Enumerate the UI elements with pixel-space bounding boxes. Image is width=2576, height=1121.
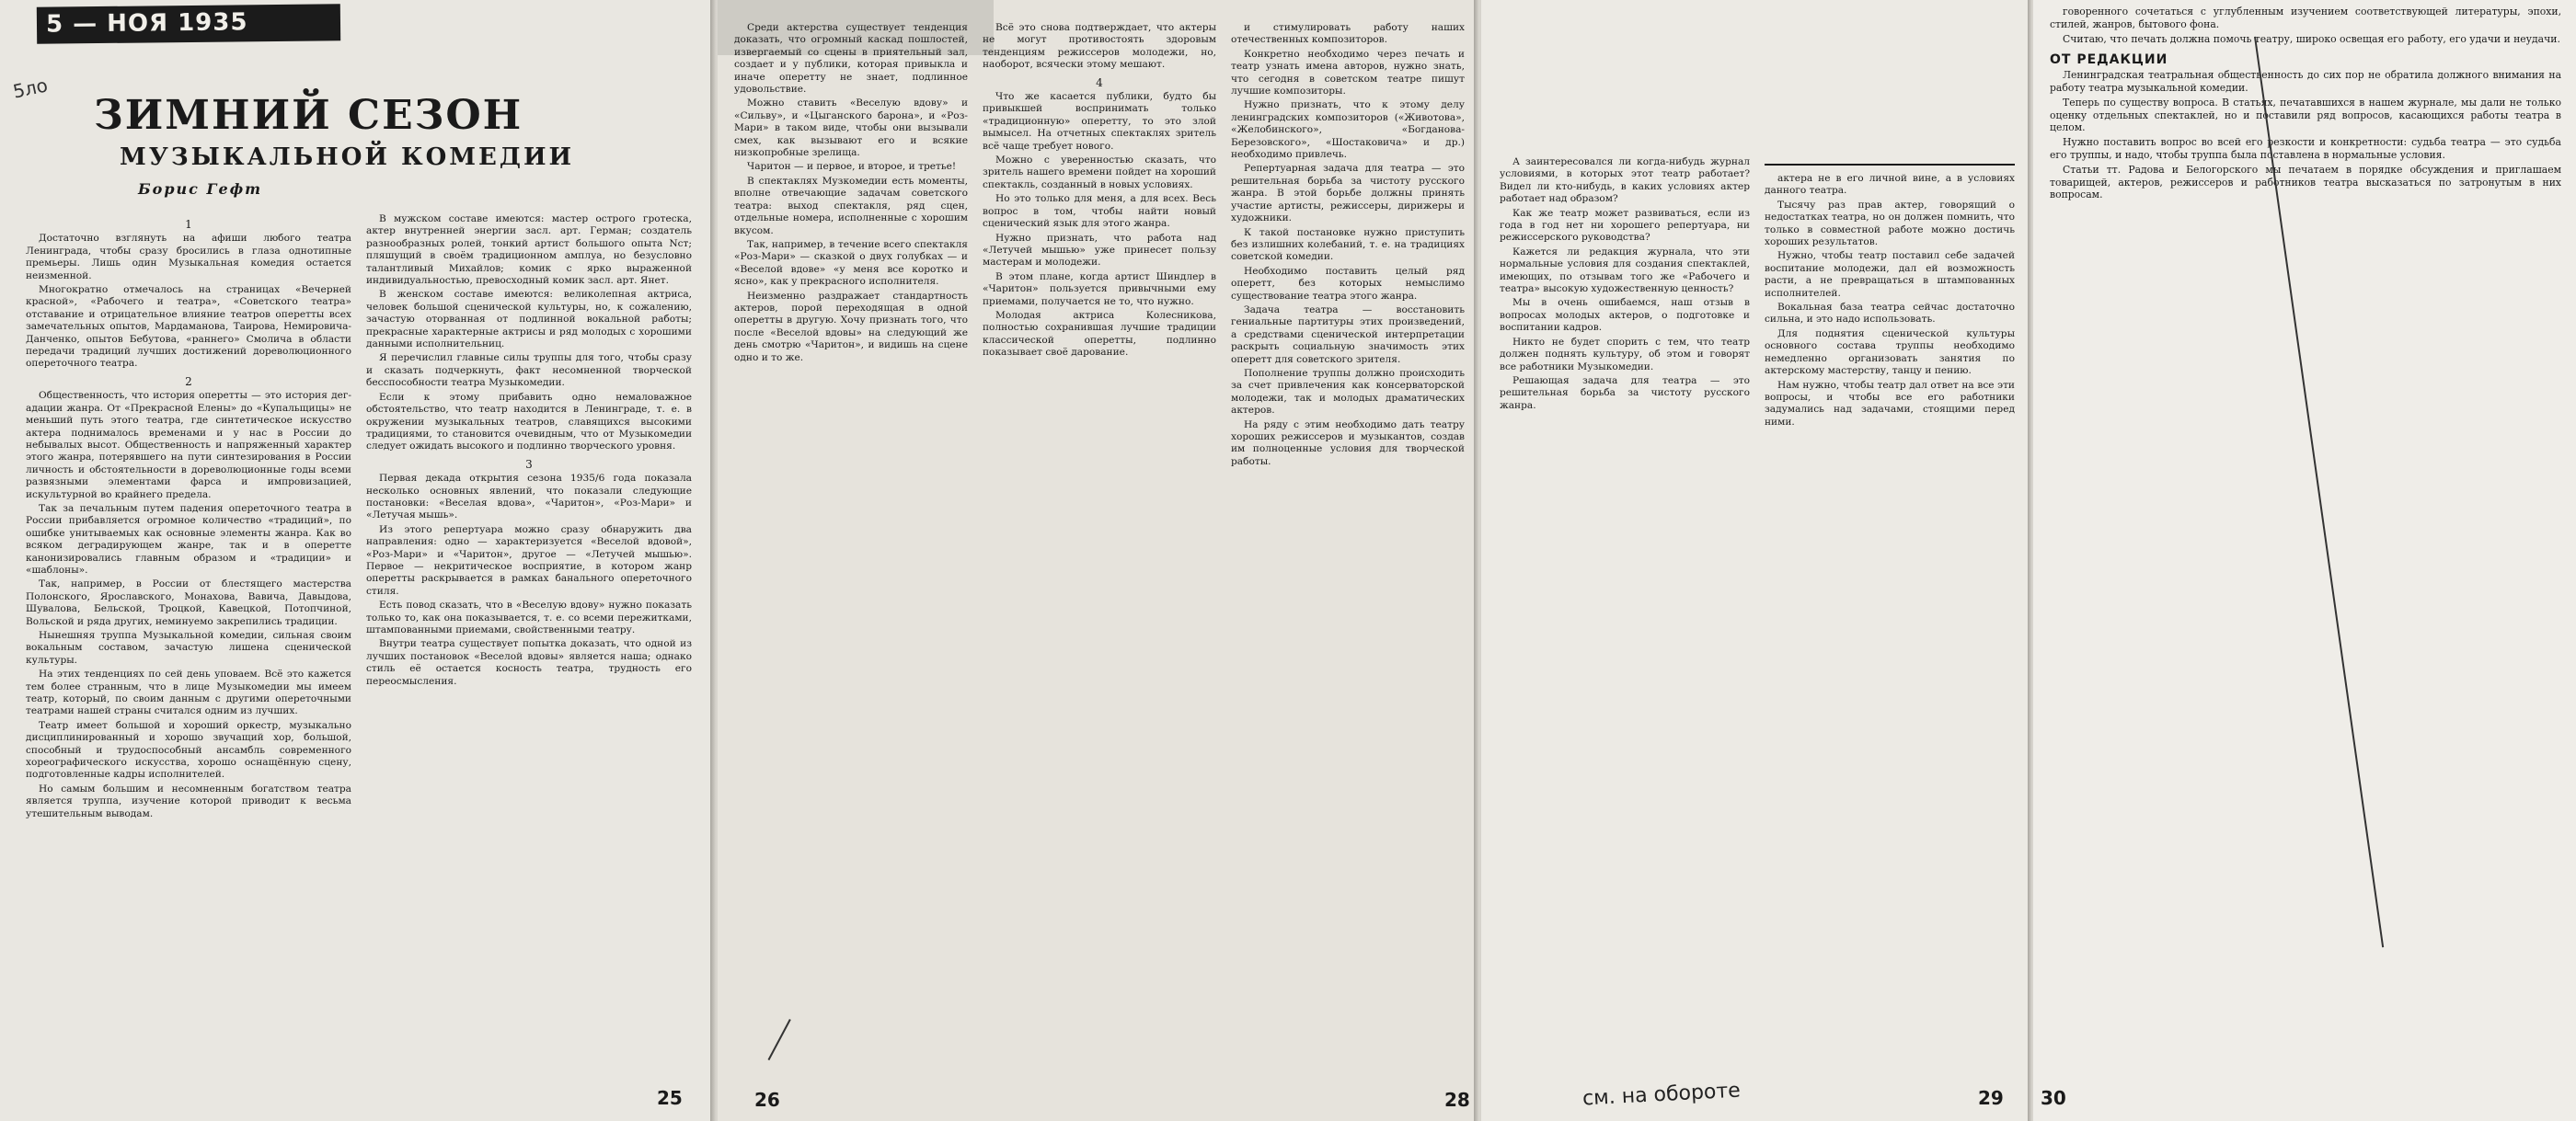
paragraph: Но это только для меня, а для всех. Весь вопрос в том, чтобы найти новый сценический язык для этого жанра.: [983, 193, 1216, 230]
text-column: [26, 213, 351, 1087]
paragraph: Задача театра — восстановить гениальные партитуры этих произведений, а средствами сценической интерпретации раскрыть социальную значимость этих оперетт для советского зрителя.: [1231, 303, 1465, 365]
paragraph: К такой постановке нужно приступить без излишних колебаний, т. е. на традициях советской комедии.: [1231, 226, 1465, 263]
page-number: 26: [754, 1089, 780, 1111]
editorial-heading: ОТ РЕДАКЦИИ: [2050, 52, 2168, 68]
paragraph: Нужно поставить вопрос во всей его резкости и конкретности: судьба театра — это судьба его труппы, и надо, чтобы труппа была поставлена в нормальные условия.: [2050, 136, 2561, 161]
article-author: Борис Гефт: [138, 180, 263, 198]
paragraph: В спектаклях Музкомедии есть моменты, вполне отвечающие задачам советского театра: выход спектакля, ряд сцен, отдельные номера, исполненные с хорошим вкусом.: [734, 175, 968, 236]
paragraph: Но самым большим и несомненным богатством театра является труппа, изучение которой приводит к весьма утешительным выводам.: [26, 783, 351, 819]
page-25: [0, 0, 718, 1121]
paragraph: Я перечислил главные силы труппы для того, чтобы сразу и сказать подчеркнуть, факт несомненной творческой бесспособности театра Музыкомедии.: [366, 352, 692, 389]
paragraph: Нам нужно, чтобы театр дал ответ на все эти вопросы, и чтобы все его работники задумались над задачами, стоящими перед ними.: [1765, 379, 2015, 428]
text-column: [1500, 156, 1750, 1076]
paragraph: На этих тенденциях по сей день уповаем. Всё это кажется тем более странным, что в лице Музыкомедии мы имеем театр, который, по своим данным с другими опереточными театрами нашей страны считался одним из лучших.: [26, 669, 351, 717]
page-29-columns: [1500, 156, 2015, 1076]
paragraph: Из этого репертуара можно сразу обнаружить два направления: одно — характеризуется «Веселой вдовой», «Роз-Мари» и «Чаритон», другое — «Летучей мышью». Первое — некритическое восприятие, в котором жанр оперетты раскрывается в рамках банального опереточного стиля.: [366, 523, 692, 597]
paragraph: Так за печальным путем падения опереточного театра в России прибавляется огромное количество «традиций», по ошибке унитываемых как основные элементы жанра. Как во всяком деградирующем жанре, так и в оперетте канонизировались главным образом и «традиции» и «шаблоны».: [26, 502, 351, 576]
page-26-28: [718, 0, 1481, 1121]
paragraph: Можно с уверенностью сказать, что зритель нашего времени пойдет на хороший спектакль, созданный в новых условиях.: [983, 154, 1216, 190]
paragraph: Можно ставить «Веселую вдову» и «Сильву», и «Цыганского барона», и «Роз-Мари» в таком виде, чтобы они вызывали смех, как вызывают его и всякие низкопробные зрелища.: [734, 97, 968, 159]
paragraph: Решающая задача для театра — это решительная борьба за чистоту русского жанра.: [1500, 374, 1750, 411]
date-stamp: 5 — НОЯ 1935: [37, 4, 340, 43]
paragraph: В мужском составе имеются: мастер острого гротеска, актер внутренней энергии засл. арт. Герман; создатель разнообразных ролей, тонкий артист большого опыта Ncт; пляшущий в своём традиционном амплуа, но безусловно талантливый Михайлов; комик с ярко выраженной индивидуальностью, превосходный комик засл. арт. Янет.: [366, 213, 692, 287]
text-column: [2050, 6, 2561, 203]
paragraph: Нужно, чтобы театр поставил себе задачей воспитание молодежи, дал ей возможность расти, а не превращаться в штампованных исполнителей.: [1765, 250, 2015, 299]
paragraph: Среди актерства существует тенденция доказать, что огромный каскад пошлостей, извергаемый со сцены в приятельный зал, создает и у публики, которая привыкла и иначе оперетту не знает, подлинное удовольствие.: [734, 22, 968, 96]
paragraph: Вокальная база театра сейчас достаточно сильна, и это надо использовать.: [1765, 302, 2015, 326]
sec-number: 4: [1096, 75, 1103, 89]
sec-number: 2: [185, 374, 192, 388]
paragraph: Нынешняя труппа Музыкальной комедии, сильная своим вокальным составом, зачастую лишена сценической культуры.: [26, 630, 351, 666]
article-subtitle: МУЗЫКАЛЬНОЙ КОМЕДИИ: [120, 143, 575, 171]
paragraph: Так, например, в течение всего спектакля «Роз-Мари» — сказкой о двух голубках — и «Веселой вдове» «у меня все коротко и ясно», как у прекрасного исполнителя.: [734, 238, 968, 288]
paragraph: Как же театр может развиваться, если из года в год нет ни хорошего репертуара, ни режиссерского руководства?: [1500, 207, 1750, 244]
paragraph: Репертуарная задача для театра — это решительная борьба за чистоту русского жанра. В этой борьбе должны принять участие артисты, режиссеры, дирижеры и художники.: [1231, 163, 1465, 224]
paragraph: Есть повод сказать, что в «Веселую вдову» нужно показать только то, как она показывается, т. е. со всеми пережитками, штампованными приемами, свойственными театру.: [366, 600, 692, 635]
page-30-columns: [2050, 6, 2561, 1081]
paragraph: Статьи тт. Радова и Белогорского мы печатаем в порядке обсуждения и приглашаем товарищей, актеров, режиссеров и работников театра высказаться по затронутым в них вопросам.: [2050, 163, 2561, 201]
paragraph: Всё это снова подтверждает, что актеры не могут противостоять здоровым тенденциям режиссеров молодежи, но, наоборот, всячески этому мешают.: [983, 22, 1216, 71]
page-number: 28: [1444, 1089, 1470, 1111]
paragraph: Театр имеет большой и хороший оркестр, музыкально дисциплинированный и хорошо звучащий хор, большой, способный и трудоспособный ансамбль современного хореографического искусства, хорошо оснащённую сцену, подготовленные кадры исполнителей.: [26, 719, 351, 781]
paragraph: актера не в его личной вине, а в условиях данного театра.: [1765, 173, 2015, 197]
sec-number: 3: [525, 457, 533, 471]
article-title: ЗИМНИЙ СЕЗОН: [94, 92, 523, 139]
pencil-annotation: 5ло: [10, 74, 50, 103]
paragraph: А заинтересовался ли когда-нибудь журнал условиями, в которых этот театр работает? Видел ли кто-нибудь, в каких условиях актер работает над образом?: [1500, 156, 1750, 205]
text-column: [1231, 22, 1465, 1080]
paragraph: Для поднятия сценической культуры основного состава труппы необходимо немедленно организовать занятия по актерскому мастерству, танцу и пению.: [1765, 327, 2015, 377]
text-column: [366, 213, 692, 1087]
page-number: 30: [2041, 1087, 2066, 1109]
paragraph: Чаритон — и первое, и второе, и третье!: [747, 161, 957, 173]
sec-number: 1: [185, 218, 192, 231]
text-column: [983, 22, 1216, 1080]
page-30: [2033, 0, 2576, 1121]
page-25-columns: [26, 213, 692, 1087]
paragraph: В женском составе имеются: великолепная актриса, человек большой сценической культуры, но, к сожалению, зачастую оторванная от подлинной вокальной работы; прекрасные характерные актрисы и ряд молодых с хорошими данными исполнительниц.: [366, 289, 692, 350]
paragraph: Если к этому прибавить одно немаловажное обстоятельство, что театр находится в Ленинграде, т. е. в окружении музыкальных театров, славящихся высокими традициями, то становится очевидным, что от Музыкомедии следует ожидать высокого и подлинно творческого уровня.: [366, 391, 692, 452]
paragraph: Кажется ли редакция журнала, что эти нормальные условия для создания спектаклей, имеющих, по отзывам того же «Рабочего и театра» высокую художественную ценность?: [1500, 246, 1750, 295]
paragraph: Тысячу раз прав актер, говорящий о недостатках театра, но он должен помнить, что только в совместной работе можно достичь хороших результатов.: [1765, 199, 2015, 248]
paragraph: Мы в очень ошибаемся, наш отзыв в вопросах молодых актеров, о подготовке и воспитании кадров.: [1500, 297, 1750, 334]
text-column: [1765, 156, 2015, 1076]
paragraph: Молодая актриса Колесникова, полностью сохранившая лучшие традиции классической оперетты, подлинно показывает своё дарование.: [983, 309, 1216, 359]
column-rule: [1765, 164, 2015, 166]
paragraph: В этом плане, когда артист Шиндлер в «Чаритон» пользуется привычными ему приемами, получается не то, что нужно.: [983, 270, 1216, 307]
paragraph: Что же касается публики, будто бы привыкшей воспринимать только «традиционную» оперетту, то это злой вымысел. На отчетных спектаклях зритель всё чаще требует нового.: [983, 91, 1216, 152]
paragraph: Конкретно необходимо через печать и театр узнать имена авторов, нужно знать, что сегодня в советском театре пишут лучшие композиторы.: [1231, 48, 1465, 97]
paragraph: Неизменно раздражает стандартность актеров, порой переходящая в одной оперетты в другую. Хочу признать того, что после «Веселой вдовы» на следующий же день смотрю «Чаритон», и видишь на сцене одно и то же.: [734, 290, 968, 363]
text-column: [734, 22, 968, 1080]
paragraph: Необходимо поставить целый ряд оперетт, без которых немыслимо существование театра этого жанра.: [1231, 265, 1465, 302]
paragraph: Достаточно взглянуть на афиши любого театра Ленинграда, чтобы сразу бросились в глаза однотипные премьеры. Лишь один Музыкальная комедия остается неизменной.: [26, 233, 351, 281]
paragraph: говоренного сочетаться с углубленным изучением соответствующей литературы, эпохи, стилей, жанров, бытового фона.: [2050, 6, 2561, 30]
page-29: [1481, 0, 2033, 1121]
page-26-columns: [734, 22, 1465, 1080]
paragraph: На ряду с этим необходимо дать театру хороших режиссеров и музыкантов, создав им полноценные условия для творческой работы.: [1231, 418, 1465, 467]
paragraph: Никто не будет спорить с тем, что театр должен поднять культуру, об этом и говорят все работники Музыкомедии.: [1500, 336, 1750, 372]
paragraph: Общественность, что история оперетты — это история дег-адации жанра. От «Прекрасной Елены» до «Купальщицы» не меньший путь этого театра, где синтетическое искусство актера поднималось временами и у нас в России до небывалых высот. Общественность и напряженный характер этого жанра, потерявшего на пути синтезирования в России личность и обстоятельности в дореволюционные годы всеми развязными элементами фарса и импровизацией, искультурной во крайнего предела.: [26, 390, 351, 500]
paragraph: Внутри театра существует попытка доказать, что одной из лучших постановок «Веселой вдовы» является наша; однако стиль её остается косность театра, трудность его переосмысления.: [366, 638, 692, 687]
paragraph: и стимулировать работу наших отечественных композиторов.: [1231, 22, 1465, 46]
paragraph: Нужно признать, что работа над «Летучей мышью» уже принесет пользу мастерам и молодежи.: [983, 232, 1216, 269]
paragraph: Пополнение труппы должно происходить за счет привлечения как консерваторской молодежи, так и молодых драматических актеров.: [1231, 367, 1465, 417]
paragraph: Ленинградская театральная общественность до сих пор не обратила должного внимания на работу театра музыкальной комедии.: [2050, 69, 2561, 94]
paragraph: Многократно отмечалось на страницах «Вечерней красной», «Рабочего и театра», «Советского театра» отставание и отрицательное влияние театров оперетты всех замечательных опытов, Мардаманова, Таирова, Немировича-Данченко, опытов Бебутова, «раннего» Смолича в области передачи традиций лучших достижений дореволюционного опереточного театра.: [26, 284, 351, 370]
paragraph: Теперь по существу вопроса. В статьях, печатавшихся в нашем журнале, мы дали не только оценку отдельных спектаклей, но и поставили ряд вопросов, касающихся работы театра в целом.: [2050, 96, 2561, 134]
paragraph: Считаю, что печать должна помочь театру, широко освещая его работу, его удачи и неудачи.: [2063, 32, 2560, 45]
page-number: 25: [657, 1087, 683, 1109]
page-number: 29: [1978, 1087, 2004, 1109]
paragraph: Первая декада открытия сезона 1935/6 года показала несколько основных явлений, что показали следующие постановки: «Веселая вдова», «Чаритон», «Роз-Мари» и «Летучая мышь».: [366, 473, 692, 521]
handwritten-note: см. на обороте: [1581, 1079, 1742, 1111]
paragraph: Так, например, в России от блестящего мастерства Полонского, Ярославского, Монахова, Вавича, Давыдова, Шувалова, Бельской, Троцкой, Кавецкой, Потопчиной, Вольской и ряда других, неминуемо закрепились традиции.: [26, 578, 351, 627]
paragraph: Нужно признать, что к этому делу ленинградских композиторов («Животова», «Желобинского», «Богданова-Березовского», «Шостаковича» и др.) необходимо привлечь.: [1231, 99, 1465, 161]
